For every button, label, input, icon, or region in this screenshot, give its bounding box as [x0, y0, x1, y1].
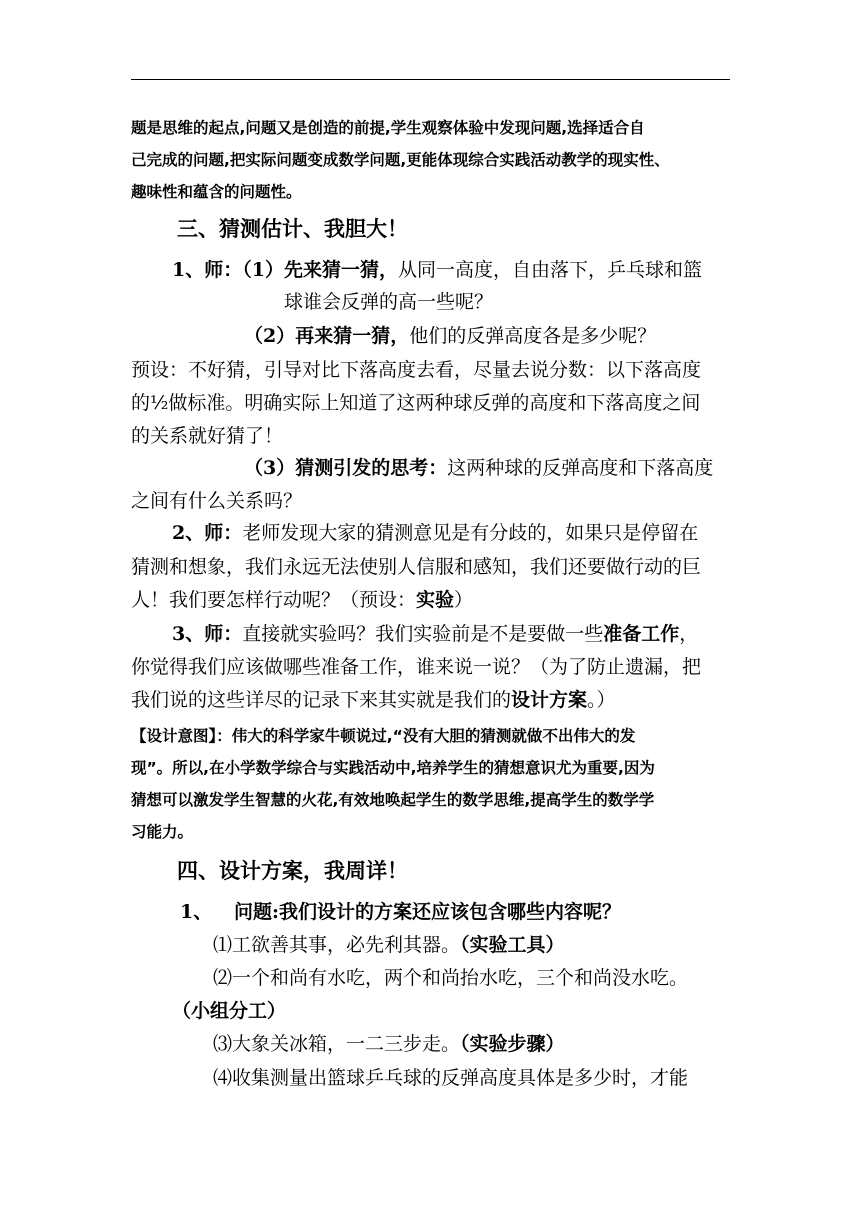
section-3-heading: 三、猜测估计、我胆大！ [177, 217, 408, 241]
preset-line-3: 的关系就好猜了！ [131, 425, 284, 447]
paragraph-3-prefix: 3、师： [172, 623, 243, 645]
design-intent-line-4: 习能力。 [131, 823, 194, 841]
question-2-line [244, 324, 656, 348]
paragraph-2-text: 老师发现大家的猜测意见是有分歧的，如果只是停留在 [242, 522, 699, 544]
paragraph-2-line-3-end: ） [454, 589, 474, 611]
section-4-question-number-text: 1、 [180, 901, 213, 923]
design-intent-line-3: 猜想可以激发学生智慧的火花,有效地唤起学生的数学思维,提高学生的数学学 [131, 791, 655, 809]
item-1-text: ⑴工欲善其事，必先利其器。 [213, 934, 461, 956]
question-3-text: 这两种球的反弹高度和下落高度 [447, 457, 714, 479]
header-rule [131, 79, 730, 80]
question-1-line-2: 球谁会反弹的高一些呢？ [284, 291, 494, 313]
paragraph-2-line-3-text: 人！我们要怎样行动呢？（预设： [131, 589, 417, 611]
paragraph-2-line-1 [172, 521, 698, 545]
item-2-line-1: ⑵一个和尚有水吃，两个和尚抬水吃，三个和尚没水吃。 [213, 967, 689, 989]
section-4-question-number [180, 900, 212, 924]
question-1-bold: 先来猜一猜， [283, 259, 398, 281]
question-2-text: 他们的反弹高度各是多少呢？ [409, 325, 657, 347]
paragraph-2-experiment: 实验 [416, 589, 455, 611]
item-1-tag: （实验工具） [460, 934, 565, 956]
question-3-prefix: （3） [244, 457, 296, 479]
section-4-question-text: 问题:我们设计的方案还应该包含哪些内容呢？ [234, 901, 622, 923]
item-2-line-2 [172, 999, 286, 1023]
paragraph-3-comma: ， [679, 623, 699, 645]
section-4-question [234, 900, 621, 924]
paragraph-3-design-plan: 设计方案 [511, 689, 588, 711]
paragraph-2-line-2: 猜测和想象，我们永远无法使别人信服和感知，我们还要做行动的巨 [131, 556, 702, 578]
paragraph-3-line-2: 你觉得我们应该做哪些准备工作，谁来说一说？（为了防止遗漏，把 [131, 656, 702, 678]
item-3-tag: （实验步骤） [460, 1033, 565, 1055]
item-4: ⑷收集测量出篮球乒乓球的反弹高度具体是多少时，才能 [213, 1067, 689, 1089]
item-3 [213, 1032, 565, 1056]
question-1-text: 从同一高度，自由落下，乒乓球和篮 [397, 259, 702, 281]
question-1-prefix: 1、师：（1） [172, 259, 284, 281]
question-1-line-1 [172, 258, 702, 282]
item-2-tag: （小组分工） [172, 1000, 287, 1022]
design-intent-line-2: 现”。所以,在小学数学综合与实践活动中,培养学生的猜想意识尤为重要,因为 [131, 759, 655, 777]
preset-line-1: 预设：不好猜，引导对比下落高度去看，尽量去说分数：以下落高度 [131, 359, 702, 381]
question-2-prefix: （2） [244, 325, 296, 347]
paragraph-2-prefix: 2、师： [172, 522, 243, 544]
paragraph-3-line-1 [172, 622, 698, 646]
paragraph-3-line-3-text: 我们说的这些详尽的记录下来其实就是我们的 [131, 689, 512, 711]
intro-line-1: 题是思维的起点,问题又是创造的前提,学生观察体验中发现问题,选择适合自 [131, 119, 645, 137]
section-4-heading: 四、设计方案，我周详！ [177, 859, 408, 883]
item-1 [213, 933, 565, 957]
preset-line-2: 的½做标准。明确实际上知道了这两种球反弹的高度和下落高度之间 [131, 392, 701, 414]
question-3-bold: 猜测引发的思考： [295, 457, 448, 479]
paragraph-2-line-3 [131, 588, 473, 612]
paragraph-3-line-3-end: 。） [587, 689, 616, 711]
paragraph-3-prep-work: 准备工作 [603, 623, 680, 645]
intro-line-2: 己完成的问题,把实际问题变成数学问题,更能体现综合实践活动教学的现实性、 [131, 151, 670, 169]
paragraph-3-text: 直接就实验吗？我们实验前是不是要做一些 [242, 623, 604, 645]
intro-line-3: 趣味性和蕴含的问题性。 [131, 183, 302, 201]
design-intent-line-1: 【设计意图】：伟大的科学家牛顿说过,“没有大胆的猜测就做不出伟大的发 [131, 727, 636, 745]
question-3-line-1 [244, 456, 713, 480]
question-3-line-2: 之间有什么关系吗？ [131, 490, 303, 512]
paragraph-3-line-3 [131, 688, 616, 712]
question-2-bold: 再来猜一猜， [295, 325, 410, 347]
item-3-text: ⑶大象关冰箱，一二三步走。 [213, 1033, 461, 1055]
